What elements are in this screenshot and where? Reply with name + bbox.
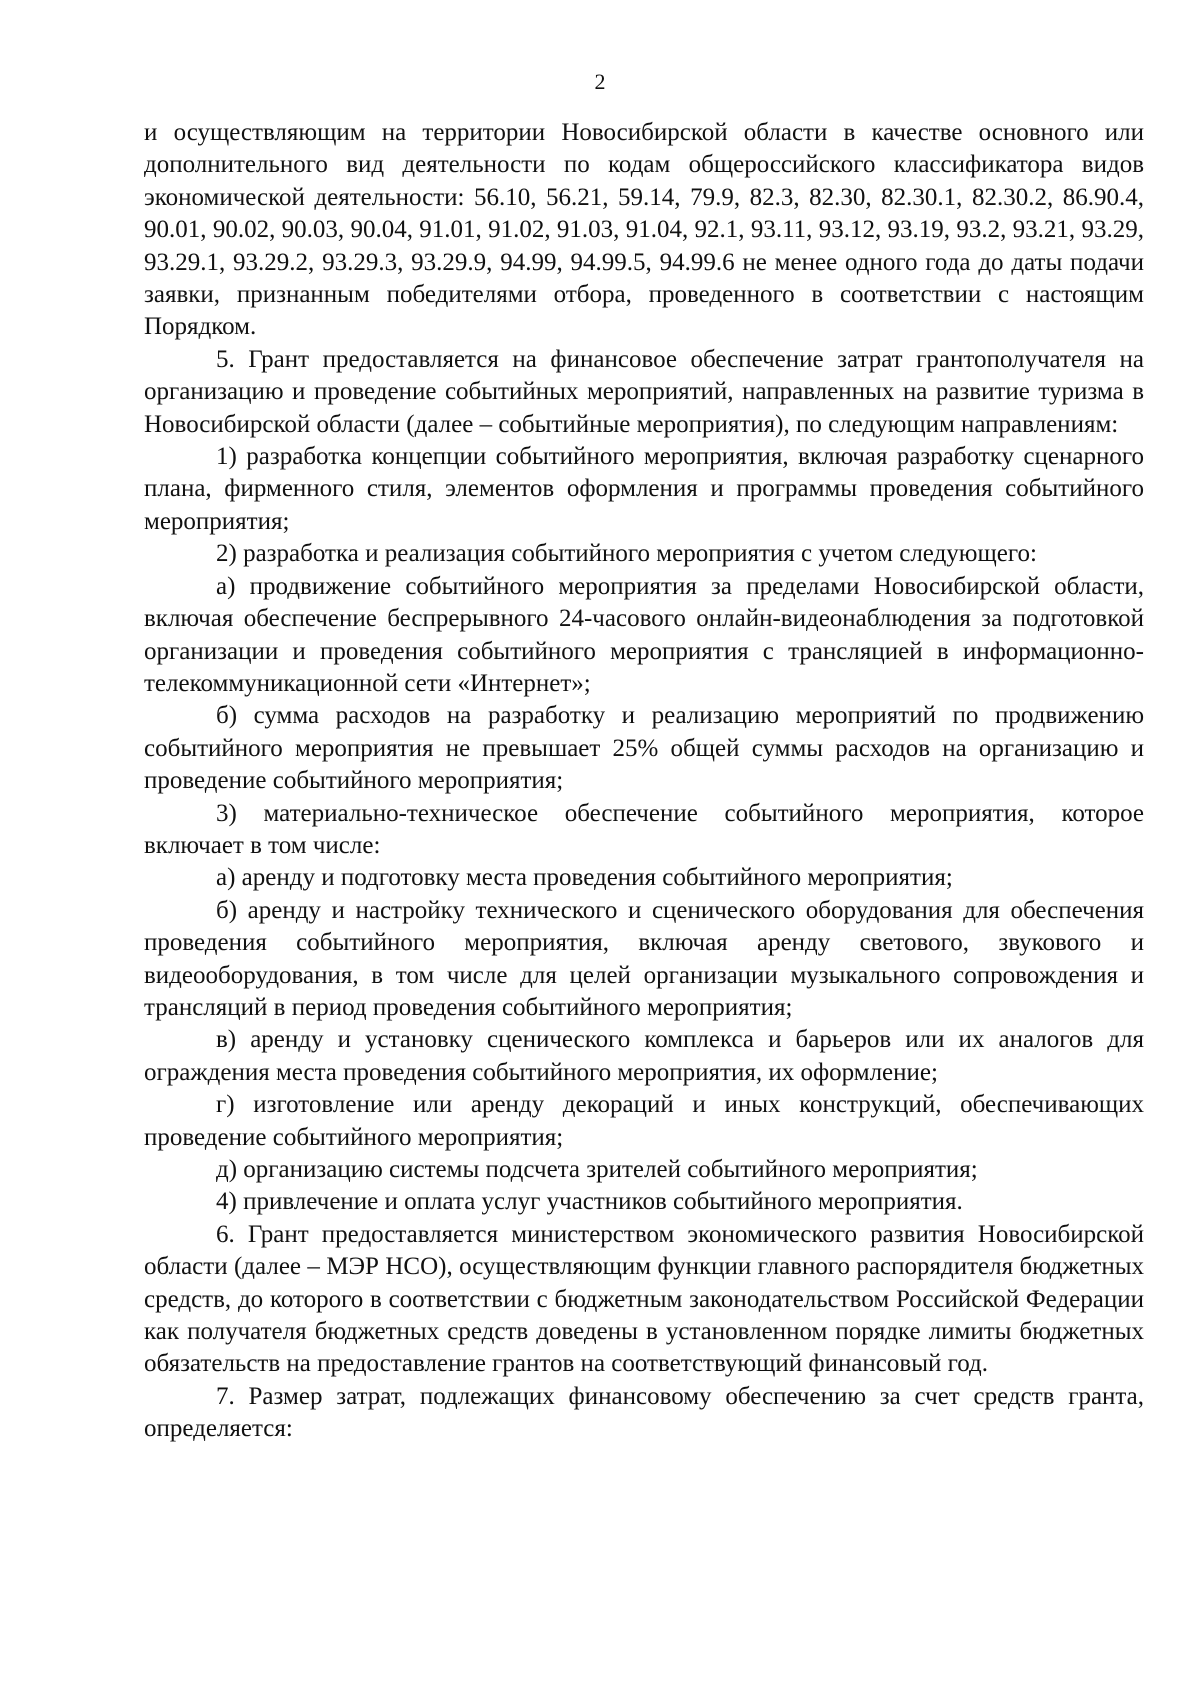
page-number: 2 — [594, 69, 606, 94]
paragraph-subitem-4: 4) привлечение и оплата услуг участников событийного мероприятия. — [216, 1188, 963, 1216]
document-body — [144, 117, 1144, 1446]
paragraph-item-6: 6. Грант предоставляется министерством экономического развития Новосибирской области (далее – МЭР НСО), осуществляющим функции главного распорядителя бюджетных средств, до которого в соответствии с бюджетным законодательством Российской Федерации как получателя бюджетных средств доведены в установленном порядке лимиты бюджетных обязательств на предоставление грантов на соответствующий финансовый год. — [144, 1220, 1144, 1378]
paragraph-continuation: и осуществляющим на территории Новосибирской области в качестве основного или дополнительного вид деятельности по кодам общероссийского классификатора видов экономической деятельности: 56.10, 56.21, 59.14, 79.9, 82.3, 82.30, 82.30.1, 82.30.2, 86.90.4, 90.01, 90.02, 90.03, 90.04, 91.01, 91.02, 91.03, 91.04, 92.1, 93.11, 93.12, 93.19, 93.2, 93.21, 93.29, 93.29.1, 93.29.2, 93.29.3, 93.29.9, 94.99, 94.99.5, 94.99.6 не менее одного года до даты подачи заявки, признанным победителями отбора, проведенного в соответствии с настоящим Порядком. — [144, 119, 1144, 341]
paragraph-subitem-3: 3) материально-техническое обеспечение событийного мероприятия, которое включает в том числе: — [144, 799, 1144, 859]
paragraph-subitem-2a: а) продвижение событийного мероприятия за пределами Новосибирской области, включая обеспечение беспрерывного 24-часового онлайн-видеонаблюдения за подготовкой организации и проведения событийного мероприятия с трансляцией в информационно-телекоммуникационной сети «Интернет»; — [144, 572, 1144, 697]
paragraph-subitem-2b: б) сумма расходов на разработку и реализацию мероприятий по продвижению событийного мероприятия не превышает 25% общей суммы расходов на организацию и проведение событийного мероприятия; — [144, 702, 1144, 795]
paragraph-item-5: 5. Грант предоставляется на финансовое обеспечение затрат грантополучателя на организацию и проведение событийных мероприятий, направленных на развитие туризма в Новосибирской области (далее – событийные мероприятия), по следующим направлениям: — [144, 345, 1144, 438]
paragraph-item-7: 7. Размер затрат, подлежащих финансовому обеспечению за счет средств гранта, определяется: — [144, 1382, 1144, 1443]
paragraph-subitem-3a: а) аренду и подготовку места проведения событийного мероприятия; — [216, 864, 953, 892]
paragraph-subitem-2: 2) разработка и реализация событийного мероприятия с учетом следующего: — [216, 540, 1037, 568]
paragraph-subitem-3v: в) аренду и установку сценического комплекса и барьеров или их аналогов для ограждения места проведения событийного мероприятия, их оформление; — [144, 1026, 1144, 1086]
paragraph-subitem-1: 1) разработка концепции событийного мероприятия, включая разработку сценарного плана, фирменного стиля, элементов оформления и программы проведения событийного мероприятия; — [144, 443, 1144, 535]
paragraph-subitem-3b: б) аренду и настройку технического и сценического оборудования для обеспечения проведения событийного мероприятия, включая аренду светового, звукового и видеооборудования, в том числе для целей организации музыкального сопровождения и трансляций в период проведения событийного мероприятия; — [144, 896, 1144, 1021]
paragraph-subitem-3g: г) изготовление или аренду декораций и иных конструкций, обеспечивающих проведение событийного мероприятия; — [144, 1091, 1144, 1151]
paragraph-subitem-3d: д) организацию системы подсчета зрителей событийного мероприятия; — [216, 1156, 978, 1183]
